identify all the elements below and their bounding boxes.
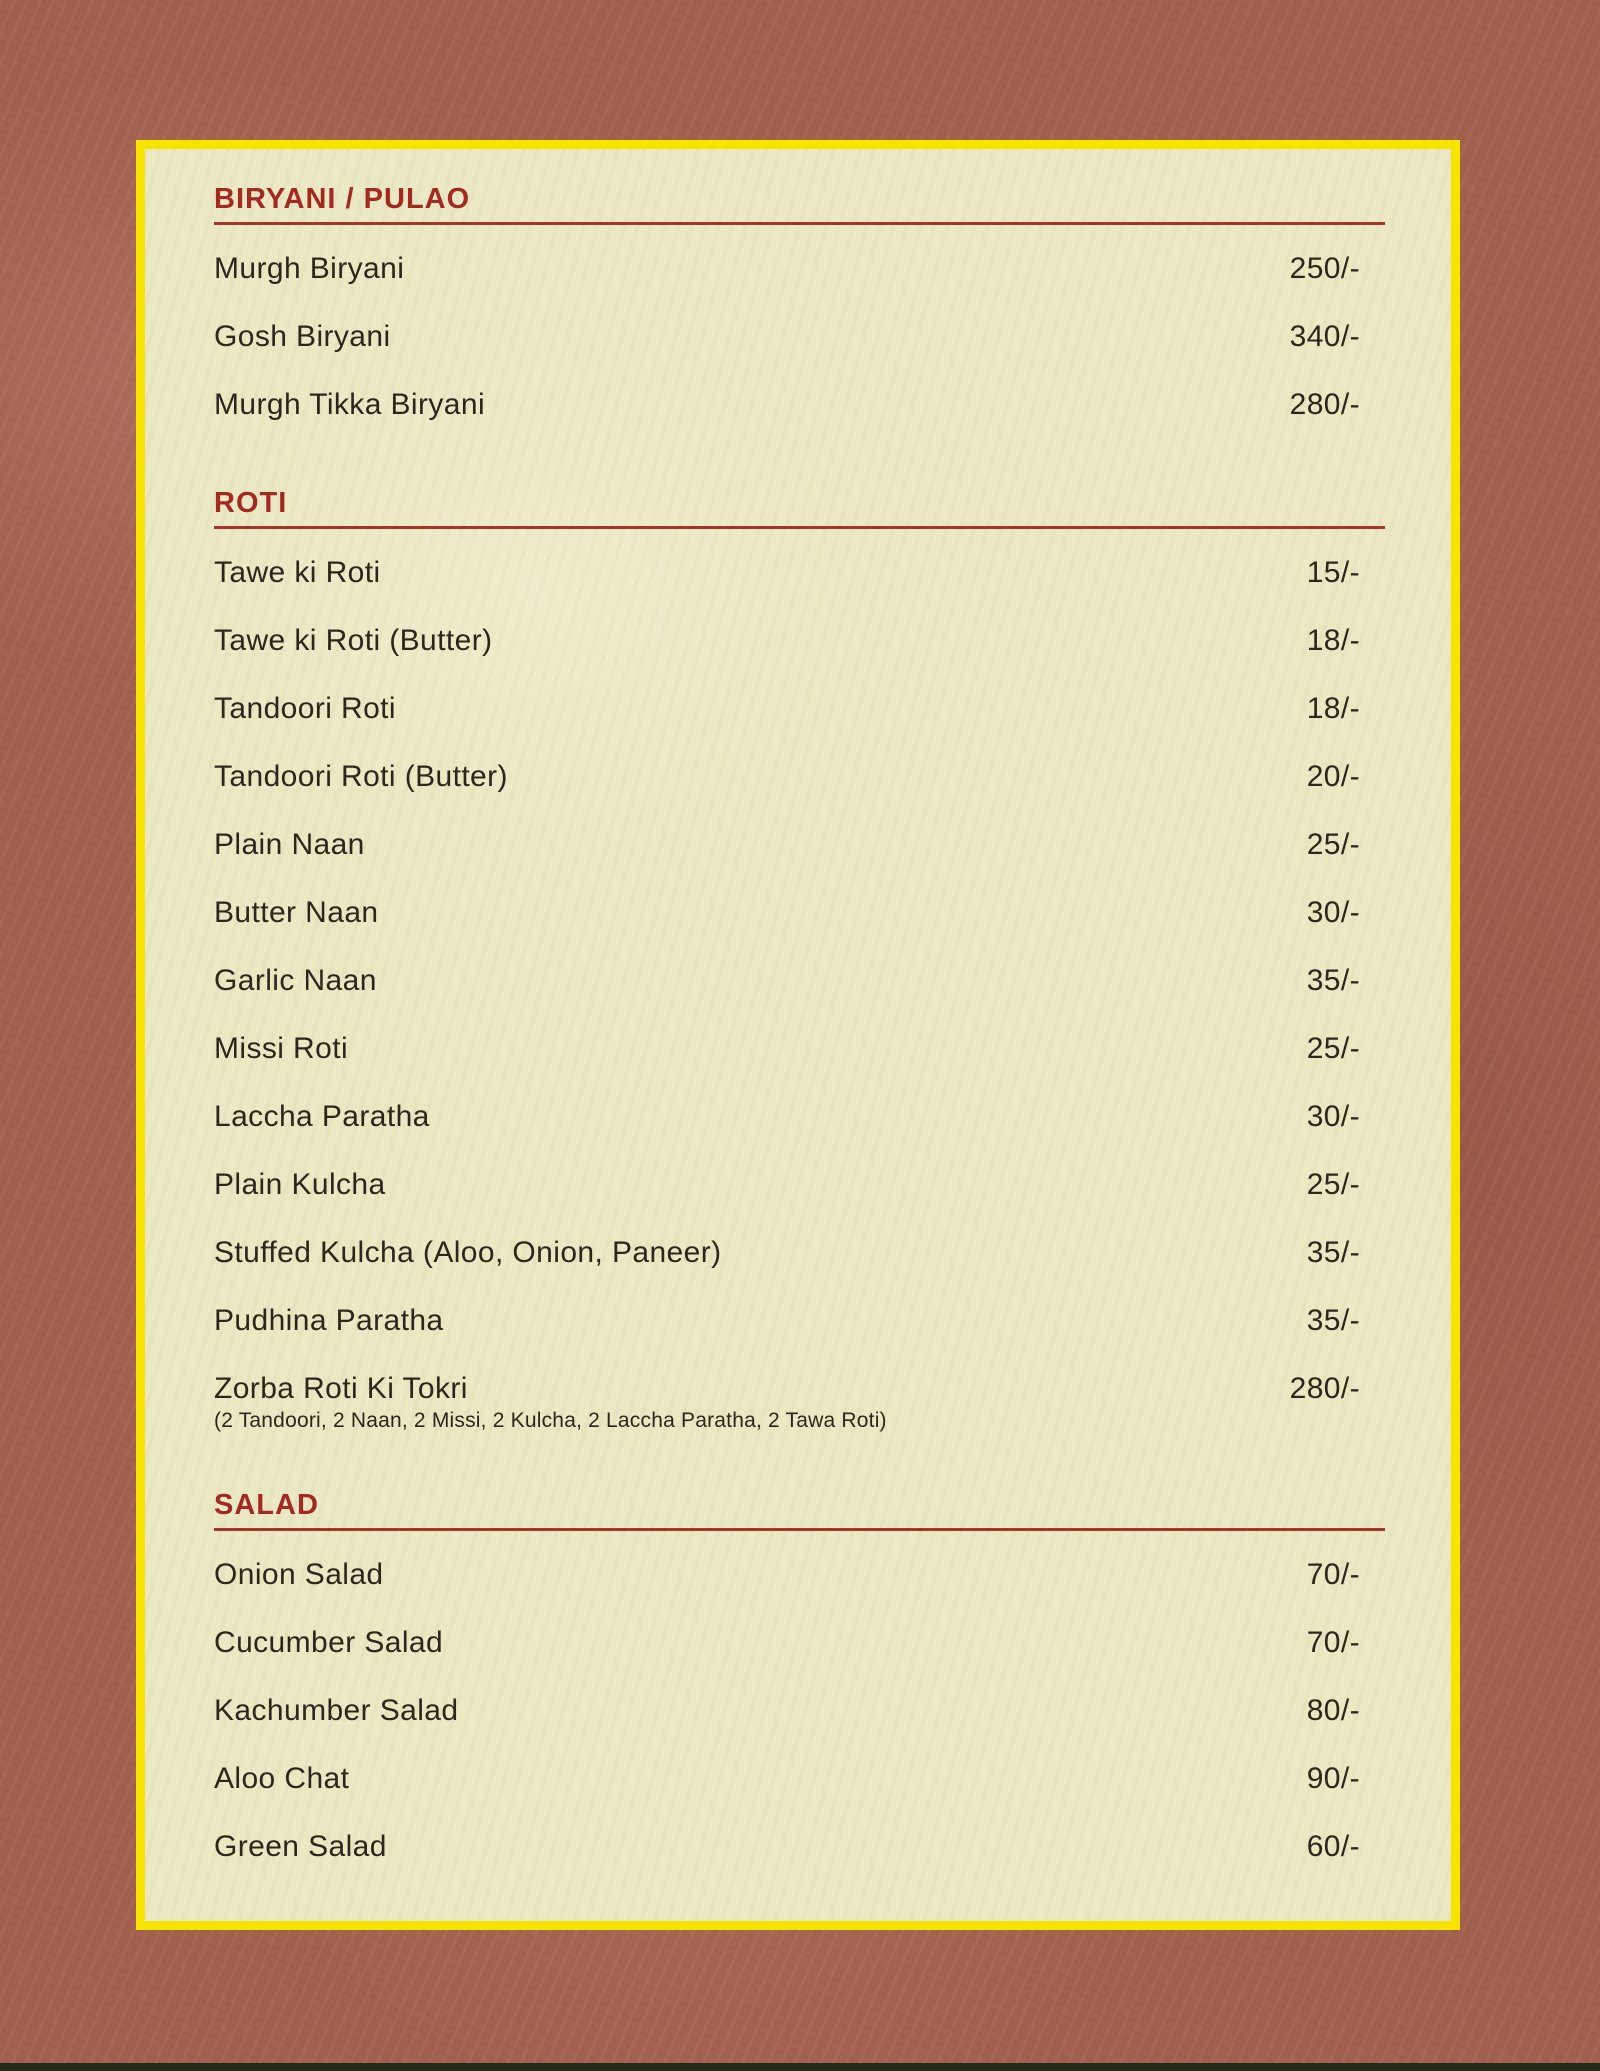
menu-item-row bbox=[214, 1677, 1360, 1745]
menu-item-price: 20/- bbox=[1306, 760, 1360, 793]
menu-item-row bbox=[214, 811, 1360, 879]
menu-item-row bbox=[214, 1355, 1360, 1431]
menu-item-row bbox=[214, 1541, 1360, 1609]
menu-item-price: 70/- bbox=[1306, 1558, 1360, 1591]
menu-item-price: 30/- bbox=[1306, 1100, 1360, 1133]
menu-item-row bbox=[214, 539, 1360, 607]
menu-item-price: 35/- bbox=[1306, 1304, 1360, 1337]
menu-item-row bbox=[214, 1219, 1360, 1287]
menu-item-row bbox=[214, 607, 1360, 675]
menu-item-name: Tandoori Roti bbox=[214, 692, 396, 725]
menu-item-name: Plain Naan bbox=[214, 828, 365, 861]
menu-item-row bbox=[214, 1287, 1360, 1355]
menu-item-name: Kachumber Salad bbox=[214, 1694, 459, 1727]
menu-item-row bbox=[214, 947, 1360, 1015]
menu-item-name: Zorba Roti Ki Tokri bbox=[214, 1372, 468, 1405]
menu-item-name: Tandoori Roti (Butter) bbox=[214, 760, 508, 793]
menu-item-price: 25/- bbox=[1306, 1168, 1360, 1201]
menu-item-price: 60/- bbox=[1306, 1830, 1360, 1863]
menu-item-price: 30/- bbox=[1306, 896, 1360, 929]
menu-item-price: 15/- bbox=[1306, 556, 1360, 589]
menu-item-row bbox=[214, 879, 1360, 947]
section-title: BIRYANI / PULAO bbox=[214, 185, 1385, 225]
section-rows bbox=[214, 539, 1360, 1431]
menu-section-salad bbox=[214, 1491, 1360, 1881]
menu-item-name: Garlic Naan bbox=[214, 964, 377, 997]
menu-item-price: 18/- bbox=[1306, 692, 1360, 725]
menu-item-name: Pudhina Paratha bbox=[214, 1304, 444, 1337]
menu-item-row bbox=[214, 1609, 1360, 1677]
menu-item-row bbox=[214, 303, 1360, 371]
menu-item-name: Missi Roti bbox=[214, 1032, 349, 1065]
section-title: ROTI bbox=[214, 489, 1385, 529]
menu-item-name: Tawe ki Roti (Butter) bbox=[214, 624, 493, 657]
menu-item-name: Aloo Chat bbox=[214, 1762, 350, 1795]
menu-item-price: 340/- bbox=[1289, 320, 1360, 353]
menu-item-price: 80/- bbox=[1306, 1694, 1360, 1727]
page-bottom-edge bbox=[0, 2063, 1600, 2071]
menu-item-price: 35/- bbox=[1306, 1236, 1360, 1269]
menu-item-price: 25/- bbox=[1306, 828, 1360, 861]
menu-item-row bbox=[214, 743, 1360, 811]
menu-item-price: 280/- bbox=[1289, 388, 1360, 421]
section-title: SALAD bbox=[214, 1491, 1385, 1531]
menu-item-name: Murgh Tikka Biryani bbox=[214, 388, 486, 421]
menu-item-name-block bbox=[214, 1374, 887, 1431]
menu-item-price: 25/- bbox=[1306, 1032, 1360, 1065]
menu-item-price: 90/- bbox=[1306, 1762, 1360, 1795]
menu-item-name: Onion Salad bbox=[214, 1558, 384, 1591]
menu-item-name: Laccha Paratha bbox=[214, 1100, 430, 1133]
menu-item-name: Tawe ki Roti bbox=[214, 556, 381, 589]
menu-item-row bbox=[214, 1745, 1360, 1813]
menu-item-price: 250/- bbox=[1289, 252, 1360, 285]
menu-item-row bbox=[214, 1015, 1360, 1083]
menu-card bbox=[136, 140, 1460, 1930]
menu-item-name: Butter Naan bbox=[214, 896, 379, 929]
section-rows bbox=[214, 235, 1360, 439]
menu-item-row bbox=[214, 1813, 1360, 1881]
menu-item-row bbox=[214, 235, 1360, 303]
menu-item-name: Murgh Biryani bbox=[214, 252, 405, 285]
menu-item-price: 18/- bbox=[1306, 624, 1360, 657]
menu-item-row bbox=[214, 1151, 1360, 1219]
menu-section-biryani-pulao bbox=[214, 185, 1360, 439]
menu-item-price: 70/- bbox=[1306, 1626, 1360, 1659]
menu-item-name: Green Salad bbox=[214, 1830, 387, 1863]
menu-section-roti bbox=[214, 489, 1360, 1431]
menu-item-name: Gosh Biryani bbox=[214, 320, 391, 353]
menu-item-row bbox=[214, 371, 1360, 439]
menu-item-row bbox=[214, 675, 1360, 743]
menu-item-price: 35/- bbox=[1306, 964, 1360, 997]
menu-item-name: Stuffed Kulcha (Aloo, Onion, Paneer) bbox=[214, 1236, 722, 1269]
menu-item-name: Plain Kulcha bbox=[214, 1168, 386, 1201]
section-rows bbox=[214, 1541, 1360, 1881]
menu-item-note: (2 Tandoori, 2 Naan, 2 Missi, 2 Kulcha, 2 Laccha Paratha, 2 Tawa Roti) bbox=[214, 1409, 887, 1432]
menu-item-name: Cucumber Salad bbox=[214, 1626, 444, 1659]
menu-item-price: 280/- bbox=[1289, 1372, 1360, 1405]
menu-item-row bbox=[214, 1083, 1360, 1151]
